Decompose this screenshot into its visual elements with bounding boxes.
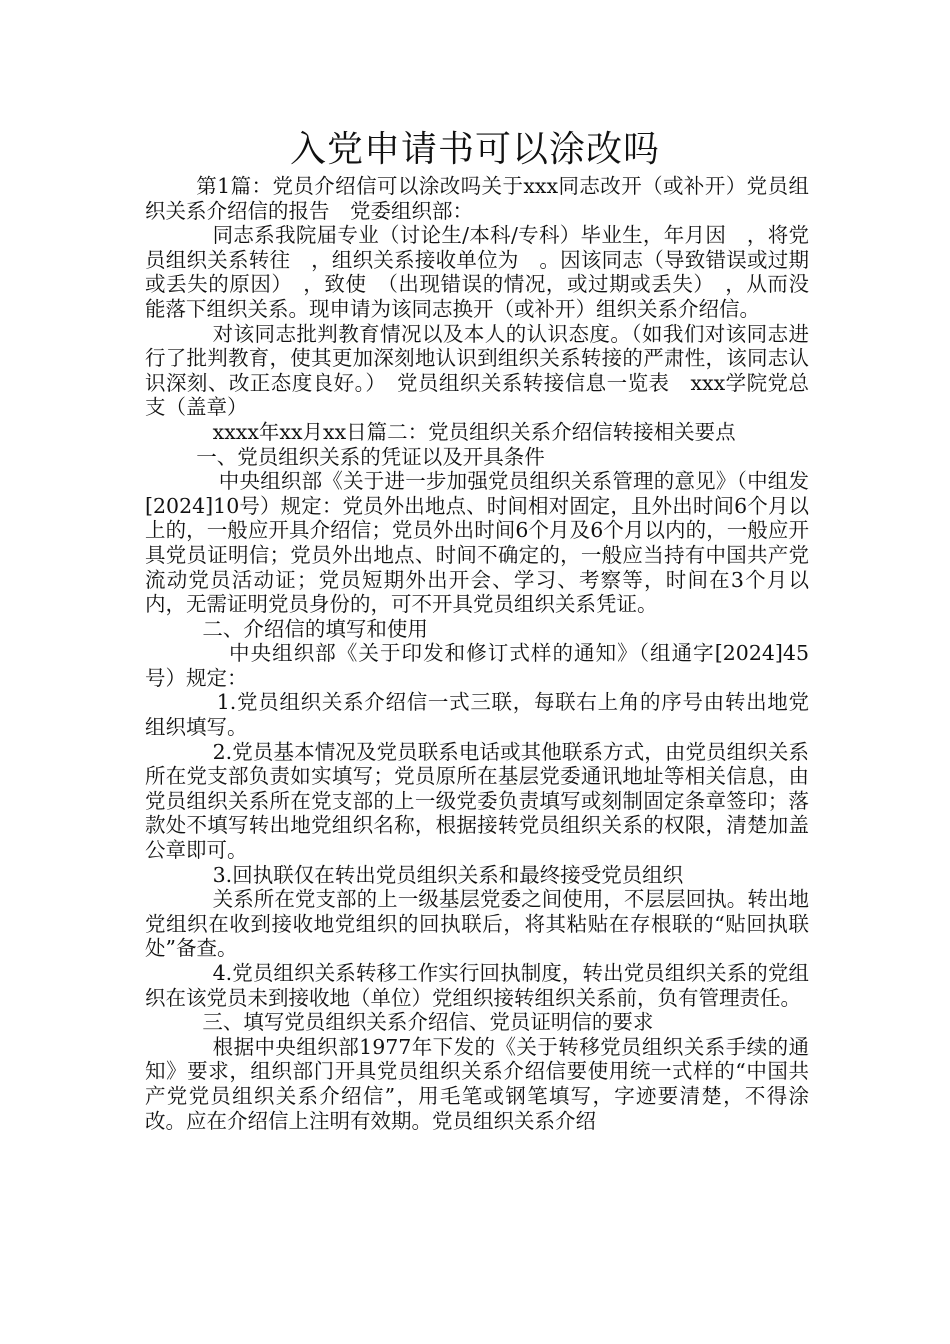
paragraph: 4.党员组织关系转移工作实行回执制度，转出党员组织关系的党组织在该党员未到接收地（单位）党组织接转组织关系前，负有管理责任。 bbox=[145, 961, 809, 1010]
paragraph: 3.回执联仅在转出党员组织关系和最终接受党员组织 bbox=[212, 862, 684, 887]
document-body bbox=[145, 174, 809, 1133]
paragraph: 一、党员组织关系的凭证以及开具条件 bbox=[196, 444, 545, 469]
paragraph: 第1篇：党员介绍信可以涂改吗关于xxx同志改开（或补开）党员组织关系介绍信的报告 党委组织部： bbox=[145, 174, 809, 223]
paragraph: 2.党员基本情况及党员联系电话或其他联系方式，由党员组织关系所在党支部负责如实填写；党员原所在基层党委通讯地址等相关信息，由党员组织关系所在党支部的上一级党委负责填写或刻制固定条章签印；落款处不填写转出地党组织名称，根据接转党员组织关系的权限，清楚加盖公章即可。 bbox=[145, 739, 809, 863]
paragraph: 1.党员组织关系介绍信一式三联，每联右上角的序号由转出地党组织填写。 bbox=[145, 690, 809, 740]
paragraph: 二、介绍信的填写和使用 bbox=[202, 616, 428, 641]
paragraph: xxxx年xx月xx日篇二：党员组织关系介绍信转接相关要点 bbox=[212, 419, 736, 444]
paragraph: 三、填写党员组织关系介绍信、党员证明信的要求 bbox=[202, 1010, 654, 1035]
paragraph: 中央组织部《关于印发和修订式样的通知》（组通字[2024]45号）规定： bbox=[145, 641, 809, 690]
document-title: 入党申请书可以涂改吗 bbox=[289, 129, 660, 170]
paragraph: 中央组织部《关于进一步加强党员组织关系管理的意见》（中组发[2024]10号）规定：党员外出地点、时间相对固定，且外出时间6个月以上的，一般应开具介绍信；党员外出时间6个月及6个月以内的，一般应开具党员证明信；党员外出地点、时间不确定的，一般应当持有中国共产党流动党员活动证；党员短期外出开会、学习、考察等，时间在3个月以内，无需证明党员身份的，可不开具党员组织关系凭证。 bbox=[145, 469, 809, 617]
paragraph: 根据中央组织部1977年下发的《关于转移党员组织关系手续的通知》要求，组织部门开具党员组织关系介绍信要使用统一式样的“中国共产党党员组织关系介绍信”，用毛笔或钢笔填写，字迹要清楚，不得涂改。应在介绍信上注明有效期。党员组织关系介绍 bbox=[145, 1034, 809, 1133]
paragraph: 同志系我院届专业（讨论生/本科/专科）毕业生，年月因 ，将党员组织关系转往 ，组织关系接收单位为 。因该同志（导致错误或过期或丢失的原因） ，致使 （出现错误的情况，或过期或丢失） ，从而没能落下组织关系。现申请为该同志换开（或补开）组织关系介绍信。 bbox=[145, 223, 809, 321]
paragraph: 关系所在党支部的上一级基层党委之间使用，不层层回执。转出地党组织在收到接收地党组织的回执联后，将其粘贴在存根联的“贴回执联处”备查。 bbox=[145, 887, 809, 961]
paragraph: 对该同志批判教育情况以及本人的认识态度。（如我们对该同志进行了批判教育，使其更加深刻地认识到组织关系转接的严肃性，该同志认识深刻、改正态度良好。） 党员组织关系转接信息一览表 xxx学院党总支（盖章） bbox=[145, 321, 809, 420]
